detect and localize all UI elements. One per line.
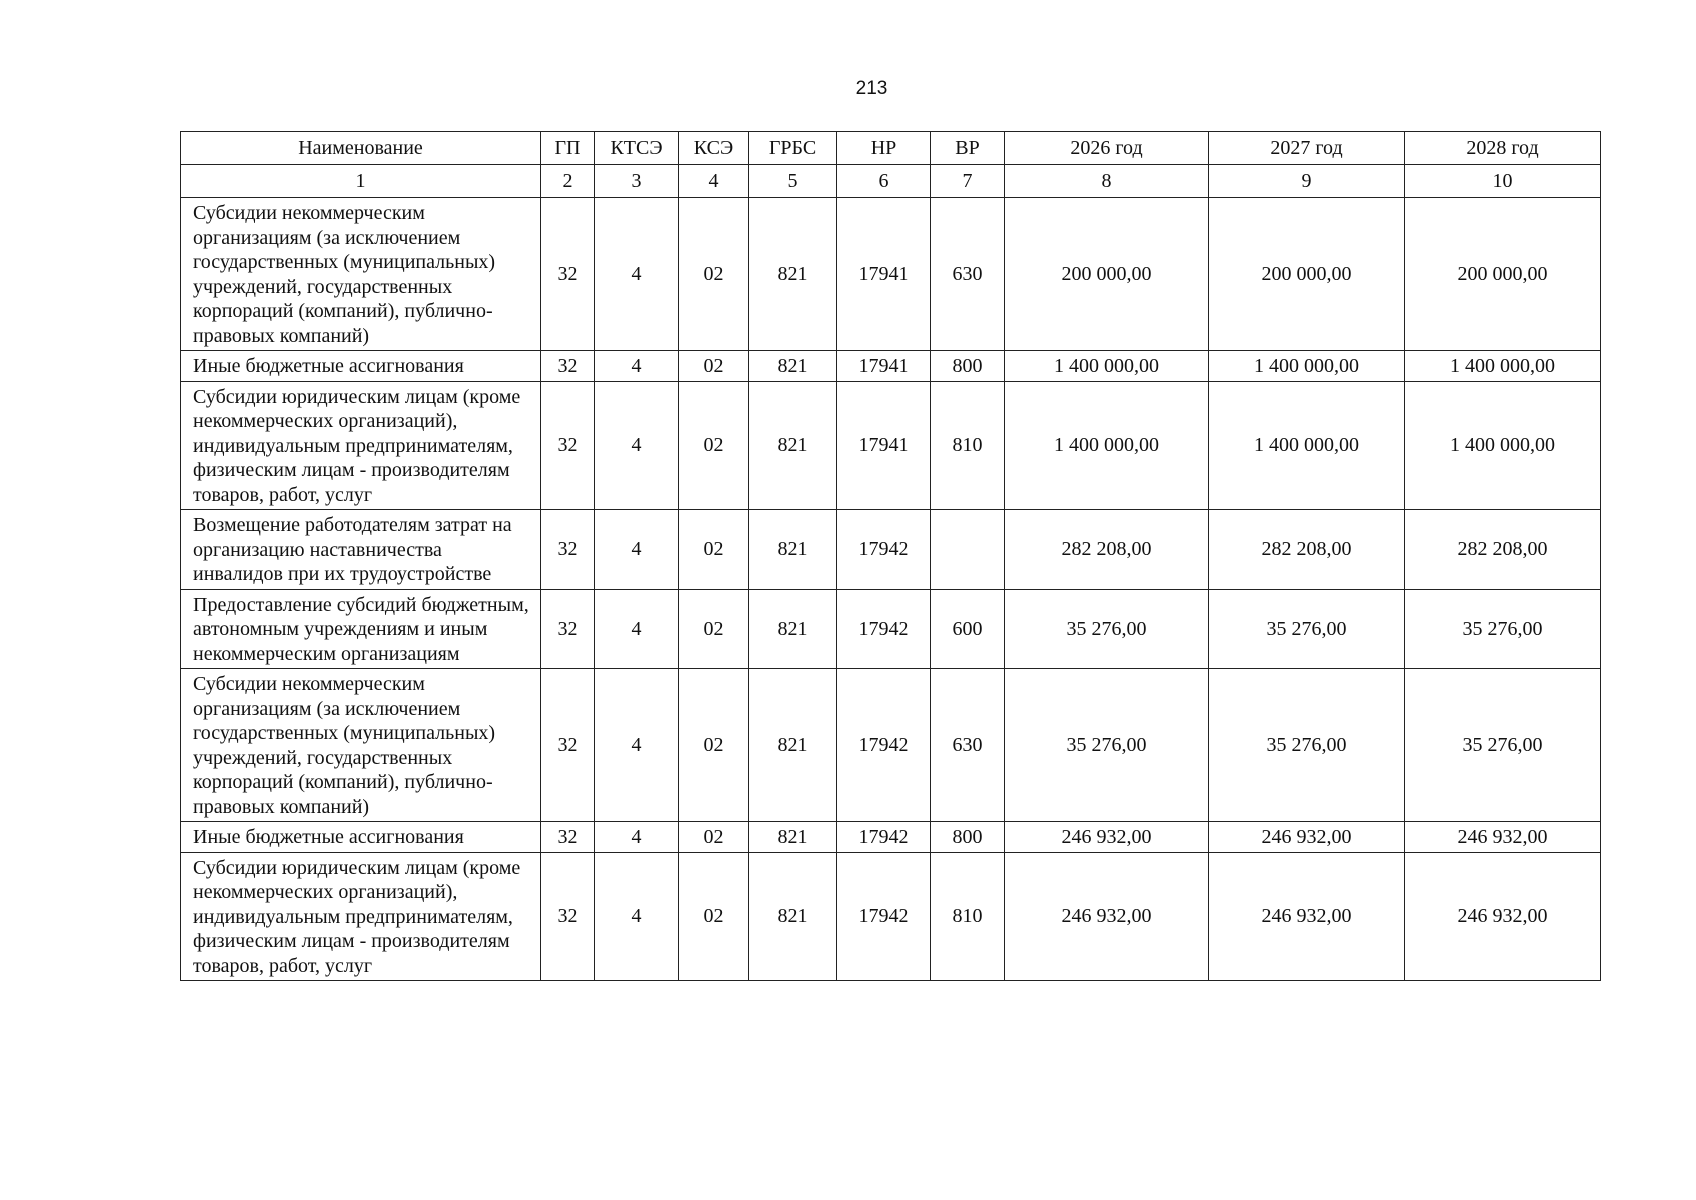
cell-2027: 246 932,00 xyxy=(1209,822,1405,853)
table-row xyxy=(181,510,1601,590)
cell-nr: 17942 xyxy=(837,852,931,981)
cell-nr: 17942 xyxy=(837,822,931,853)
column-number: 1 xyxy=(181,165,541,198)
header-kse: КСЭ xyxy=(679,132,749,165)
cell-2027: 246 932,00 xyxy=(1209,852,1405,981)
cell-vr: 630 xyxy=(931,198,1005,351)
cell-gp: 32 xyxy=(541,381,595,510)
cell-2028: 200 000,00 xyxy=(1405,198,1601,351)
cell-gp: 32 xyxy=(541,822,595,853)
cell-ktse: 4 xyxy=(595,589,679,669)
column-number: 2 xyxy=(541,165,595,198)
cell-gp: 32 xyxy=(541,510,595,590)
cell-2027: 35 276,00 xyxy=(1209,669,1405,822)
header-gp: ГП xyxy=(541,132,595,165)
table-row xyxy=(181,381,1601,510)
cell-kse: 02 xyxy=(679,589,749,669)
cell-name: Иные бюджетные ассигнования xyxy=(181,351,541,382)
cell-name: Предоставление субсидий бюджетным, автономным учреждениям и иным некоммерческим организациям xyxy=(181,589,541,669)
cell-nr: 17941 xyxy=(837,351,931,382)
cell-2026: 246 932,00 xyxy=(1005,852,1209,981)
cell-name: Субсидии некоммерческим организациям (за исключением государственных (муниципальных) учреждений, государственных корпораций (компаний), публично-правовых компаний) xyxy=(181,198,541,351)
table-row xyxy=(181,852,1601,981)
cell-2026: 1 400 000,00 xyxy=(1005,351,1209,382)
cell-2027: 200 000,00 xyxy=(1209,198,1405,351)
table-row xyxy=(181,822,1601,853)
cell-kse: 02 xyxy=(679,351,749,382)
cell-2026: 1 400 000,00 xyxy=(1005,381,1209,510)
cell-grbs: 821 xyxy=(749,381,837,510)
cell-2028: 35 276,00 xyxy=(1405,669,1601,822)
cell-2026: 35 276,00 xyxy=(1005,589,1209,669)
header-grbs: ГРБС xyxy=(749,132,837,165)
cell-vr: 630 xyxy=(931,669,1005,822)
cell-nr: 17942 xyxy=(837,669,931,822)
cell-ktse: 4 xyxy=(595,822,679,853)
cell-grbs: 821 xyxy=(749,852,837,981)
cell-kse: 02 xyxy=(679,198,749,351)
header-row xyxy=(181,132,1601,165)
column-number: 5 xyxy=(749,165,837,198)
cell-2028: 246 932,00 xyxy=(1405,852,1601,981)
cell-grbs: 821 xyxy=(749,351,837,382)
header-vr: ВР xyxy=(931,132,1005,165)
cell-gp: 32 xyxy=(541,669,595,822)
cell-kse: 02 xyxy=(679,510,749,590)
cell-vr xyxy=(931,510,1005,590)
cell-grbs: 821 xyxy=(749,198,837,351)
cell-ktse: 4 xyxy=(595,510,679,590)
column-number: 4 xyxy=(679,165,749,198)
budget-table xyxy=(180,131,1601,981)
column-number: 8 xyxy=(1005,165,1209,198)
header-name: Наименование xyxy=(181,132,541,165)
cell-kse: 02 xyxy=(679,381,749,510)
cell-grbs: 821 xyxy=(749,589,837,669)
header-2028: 2028 год xyxy=(1405,132,1601,165)
cell-name: Субсидии некоммерческим организациям (за исключением государственных (муниципальных) учреждений, государственных корпораций (компаний), публично-правовых компаний) xyxy=(181,669,541,822)
cell-2027: 35 276,00 xyxy=(1209,589,1405,669)
cell-2028: 282 208,00 xyxy=(1405,510,1601,590)
cell-gp: 32 xyxy=(541,589,595,669)
cell-ktse: 4 xyxy=(595,669,679,822)
cell-vr: 800 xyxy=(931,351,1005,382)
cell-name: Субсидии юридическим лицам (кроме некоммерческих организаций), индивидуальным предпринимателям, физическим лицам - производителям товаров, работ, услуг xyxy=(181,852,541,981)
header-2026: 2026 год xyxy=(1005,132,1209,165)
cell-gp: 32 xyxy=(541,351,595,382)
cell-2026: 35 276,00 xyxy=(1005,669,1209,822)
cell-vr: 800 xyxy=(931,822,1005,853)
table-row xyxy=(181,351,1601,382)
cell-kse: 02 xyxy=(679,669,749,822)
header-nr: НР xyxy=(837,132,931,165)
cell-2027: 1 400 000,00 xyxy=(1209,381,1405,510)
cell-grbs: 821 xyxy=(749,822,837,853)
cell-2027: 282 208,00 xyxy=(1209,510,1405,590)
cell-2026: 282 208,00 xyxy=(1005,510,1209,590)
table-row xyxy=(181,669,1601,822)
column-number: 7 xyxy=(931,165,1005,198)
cell-nr: 17941 xyxy=(837,381,931,510)
column-number: 6 xyxy=(837,165,931,198)
column-number: 9 xyxy=(1209,165,1405,198)
cell-2026: 200 000,00 xyxy=(1005,198,1209,351)
cell-name: Субсидии юридическим лицам (кроме некоммерческих организаций), индивидуальным предпринимателям, физическим лицам - производителям товаров, работ, услуг xyxy=(181,381,541,510)
header-ktse: КТСЭ xyxy=(595,132,679,165)
header-2027: 2027 год xyxy=(1209,132,1405,165)
cell-2028: 246 932,00 xyxy=(1405,822,1601,853)
cell-2028: 35 276,00 xyxy=(1405,589,1601,669)
column-number: 10 xyxy=(1405,165,1601,198)
cell-kse: 02 xyxy=(679,822,749,853)
cell-2026: 246 932,00 xyxy=(1005,822,1209,853)
cell-grbs: 821 xyxy=(749,669,837,822)
cell-2028: 1 400 000,00 xyxy=(1405,381,1601,510)
column-number: 3 xyxy=(595,165,679,198)
table-row xyxy=(181,589,1601,669)
cell-name: Возмещение работодателям затрат на организацию наставничества инвалидов при их трудоустройстве xyxy=(181,510,541,590)
cell-vr: 600 xyxy=(931,589,1005,669)
page-number: 213 xyxy=(855,78,888,99)
cell-grbs: 821 xyxy=(749,510,837,590)
cell-2027: 1 400 000,00 xyxy=(1209,351,1405,382)
cell-nr: 17942 xyxy=(837,589,931,669)
cell-name: Иные бюджетные ассигнования xyxy=(181,822,541,853)
cell-kse: 02 xyxy=(679,852,749,981)
cell-ktse: 4 xyxy=(595,351,679,382)
cell-vr: 810 xyxy=(931,381,1005,510)
cell-gp: 32 xyxy=(541,198,595,351)
cell-ktse: 4 xyxy=(595,852,679,981)
cell-2028: 1 400 000,00 xyxy=(1405,351,1601,382)
cell-vr: 810 xyxy=(931,852,1005,981)
cell-gp: 32 xyxy=(541,852,595,981)
cell-nr: 17942 xyxy=(837,510,931,590)
cell-ktse: 4 xyxy=(595,381,679,510)
table-row xyxy=(181,198,1601,351)
cell-nr: 17941 xyxy=(837,198,931,351)
cell-ktse: 4 xyxy=(595,198,679,351)
column-number-row xyxy=(181,165,1601,198)
